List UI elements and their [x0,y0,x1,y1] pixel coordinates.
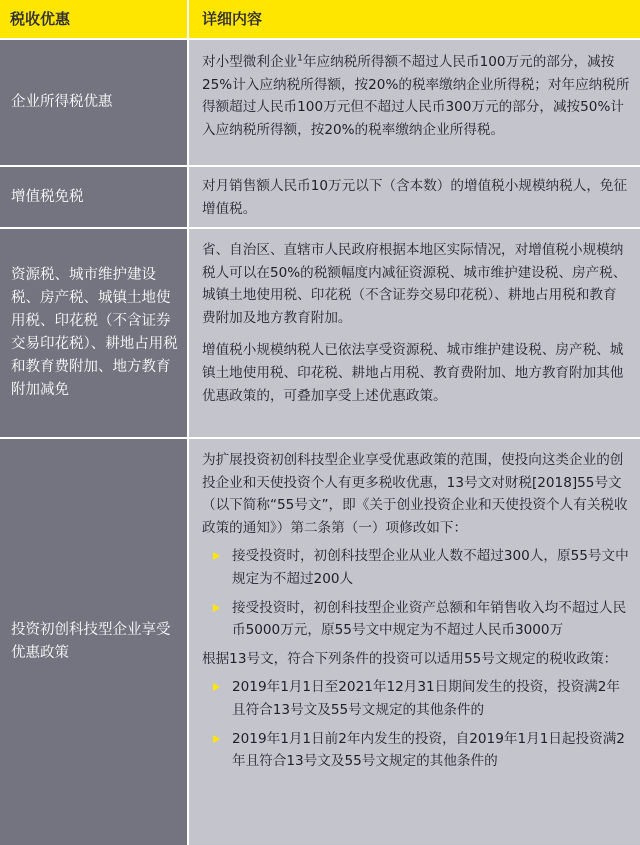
bullet-text: 接受投资时，初创科技型企业从业人数不超过300人，原55号文中规定为不超过200人 [232,548,629,587]
triangle-bullet-icon [213,604,220,612]
header-details: 详细内容 [189,0,640,38]
header-tax-incentive: 税收优惠 [0,0,187,38]
footnote-marker: 1 [297,53,303,64]
detail-paragraph: 省、自治区、直辖市人民政府根据本地区实际情况，对增值税小规模纳税人可以在50%的税额幅度内减征资源税、城市维护建设税、房产税、城镇土地使用税、印花税（不含证券交易印花税）、耕地占用税和教育费附加及地方教育附加。 [202,242,627,326]
row-detail-local-tax-reduction [189,229,640,437]
row-label-enterprise-income-tax [0,40,187,165]
row-detail-vat-exemption [189,167,640,227]
triangle-bullet-icon [213,735,220,743]
row-label-text: 投资初创科技型企业享受优惠政策 [11,622,171,661]
row-label-text: 增值税免税 [11,188,84,205]
triangle-bullet-icon [213,552,220,560]
detail-paragraph: 根据13号文，符合下列条件的投资可以适用55号文规定的税收政策： [202,650,618,667]
row-label-text: 资源税、城市维护建设税、房产税、城镇土地使用税、印花税（不含证券交易印花税）、耕地占用税和教育费附加、地方教育附加减免 [11,267,178,398]
row-label-text: 企业所得税优惠 [11,94,113,110]
row-label-vat-exemption [0,167,187,227]
bullet-text: 2019年1月1日至2021年12月31日期间发生的投资，投资满2年且符合13号文及55号文规定的其他条件的 [232,679,621,718]
bullet-item [202,676,630,721]
detail-paragraph [202,51,630,141]
triangle-bullet-icon [213,683,220,691]
bullet-item [202,597,630,642]
bullet-text: 2019年1月1日前2年内发生的投资，自2019年1月1日起投资满2年且符合13号文及55号文规定的其他条件的 [232,730,625,770]
detail-text: 年应纳税所得额不超过人民币100万元的部分，减按25%计入应纳税所得额，按20%的税率缴纳企业所得税；对年应纳税所得额超过人民币100万元但不超过人民币300万元的部分，减按50%计入应纳税所得额，按20%的税率缴纳企业所得税。 [202,54,630,138]
row-detail-enterprise-income-tax [189,40,640,165]
row-label-local-tax-reduction [0,229,187,437]
detail-paragraph: 为扩展投资初创科技型企业享受优惠政策的范围，使投向这类企业的创投企业和天使投资个人有更多税收优惠，13号文对财税[2018]55号文（以下简称“55号文”，即《关于创业投资企业和天使投资个人有关税收政策的通知》）第二条第（一）项修改如下： [202,452,628,536]
detail-paragraph: 增值税小规模纳税人已依法享受资源税、城市维护建设税、房产税、城镇土地使用税、印花税、耕地占用税、教育费附加、地方教育附加其他优惠政策的，可叠加享受上述优惠政策。 [202,342,624,404]
row-label-startup-investment [0,439,187,845]
row-detail-startup-investment [189,439,640,845]
bullet-item [202,728,630,773]
bullet-text: 接受投资时，初创科技型企业资产总额和年销售收入均不超过人民币5000万元，原55号文中规定为不超过人民币3000万 [232,599,627,639]
detail-text: 对小型微利企业 [202,54,298,70]
bullet-item [202,545,630,590]
detail-paragraph: 对月销售额人民币10万元以下（含本数）的增值税小规模纳税人，免征增值税。 [202,178,628,217]
